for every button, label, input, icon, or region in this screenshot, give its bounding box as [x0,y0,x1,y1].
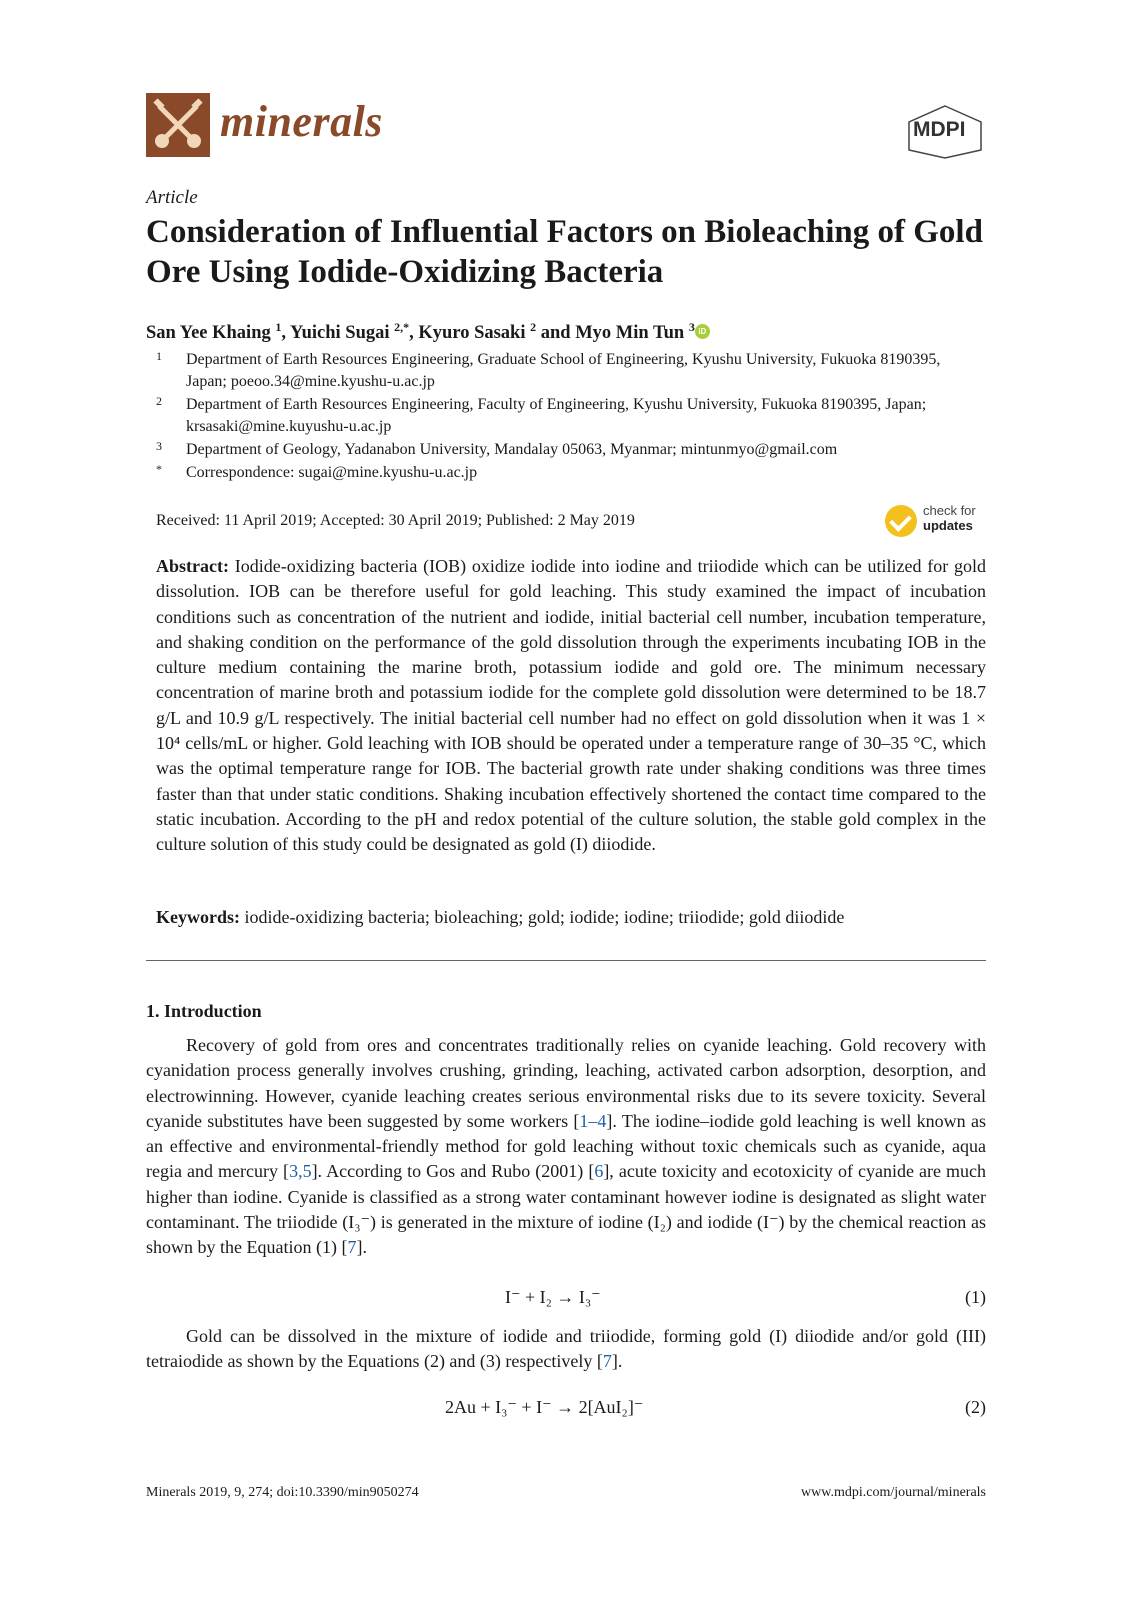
affiliation-mark: 3 [156,439,162,453]
paragraph-text: ], acute toxicity and ecotoxicity of cyanide are much higher than iodine. Cyanide is classified as a strong water contaminant however iodine is designated as slight water contaminant. The triiodide (I₃⁻) is generated in the mixture of iodine (I₂) and iodide (I⁻) by the chemical reaction as shown by the Equation (1) [ [146,1161,986,1258]
check-updates-line1: check for [923,503,976,518]
journal-name: minerals [220,97,383,146]
footer-citation: Minerals 2019, 9, 274; doi:10.3390/min9050274 [146,1485,419,1500]
citation-link[interactable]: 6 [594,1161,604,1182]
keywords-label: Keywords: [156,907,240,927]
paragraph-text: ]. [611,1351,623,1372]
citation-link[interactable]: 3,5 [289,1161,312,1182]
keywords-text: iodide-oxidizing bacteria; bioleaching; gold; iodide; iodine; triiodide; gold diiodide [244,907,845,927]
affiliation-text: Department of Geology, Yadanabon University, Mandalay 05063, Myanmar; mintunmyo@gmail.com [186,441,838,458]
equation-number: (2) [965,1397,986,1417]
affiliation-item [156,439,976,461]
author-name[interactable]: San Yee Khaing [146,323,271,344]
intro-paragraph-1 [146,1033,986,1261]
publisher-logo-text: MDPI [913,118,966,141]
citation-link[interactable]: 7 [347,1237,357,1258]
author-affiliation-mark: 3 [688,320,695,334]
affiliation-item [156,349,976,393]
intro-paragraph-2 [146,1324,986,1375]
journal-logo [146,93,210,157]
paragraph-text: Recovery of gold from ores and concentrates traditionally relies on cyanide leaching. Gold recovery with cyanidation process generally involves crushing, grinding, leaching, activated carbon adsorption, desorption, and electrowinning. However, cyanide leaching creates serious environmental risks due to its severe toxicity. Several cyanide substitutes have been suggested by some workers [ [146,1035,986,1131]
abstract [156,554,986,858]
citation-link[interactable]: 1–4 [579,1110,607,1131]
crossed-shovels-icon [146,93,210,157]
equation-1: I⁻ + I₂ → I₃⁻ [505,1287,601,1307]
author-affiliation-mark: 2 [530,320,537,334]
paragraph-text: Gold can be dissolved in the mixture of iodide and triiodide, forming gold (I) diiodide and/or gold (III) tetraiodide as shown by the Equations (2) and (3) respectively [ [146,1326,986,1372]
keywords [156,907,986,928]
checkmark-icon [885,505,917,537]
author-list: San Yee Khaing $^1$, Yuichi Sugai $^{2,*}$, Kyuro Sasaki $^2$ and Myo Min Tun $^3$ iD [146,320,710,344]
author-name[interactable]: Kyuro Sasaki [418,323,526,344]
affiliation-text: Department of Earth Resources Engineering, Faculty of Engineering, Kyushu University, Fukuoka 8190395, Japan; krsasaki@mine.kuyushu-u.ac.jp [186,396,927,435]
paragraph-text: ]. The iodine–iodide gold leaching is well known as an effective and environmental-friendly method for gold leaching without toxic chemicals such as cyanide, aqua regia and mercury [ [146,1110,986,1182]
paragraph-text: ]. [356,1237,367,1258]
author-name[interactable]: Myo Min Tun [575,323,685,344]
check-updates-line2: updates [923,518,973,533]
article-title: Consideration of Influential Factors on Bioleaching of Gold Ore Using Iodide-Oxidizing Bacteria [146,214,983,290]
footer-journal-url[interactable]: www.mdpi.com/journal/minerals [801,1485,986,1500]
affiliation-mark: 2 [156,394,162,408]
section-divider [146,960,986,961]
abstract-label: Abstract: [156,556,229,576]
correspondence-text: Correspondence: sugai@mine.kyushu-u.ac.jp [186,464,478,481]
affiliation-mark: * [156,462,162,476]
abstract-text: Iodide-oxidizing bacteria (IOB) oxidize iodide into iodine and triiodide which can be utilized for gold dissolution. IOB can be therefore useful for gold leaching. This study examined the impact of incubation conditions such as concentration of the nutrient and iodide, initial bacterial cell number, incubation temperature, and shaking condition on the performance of the gold dissolution through the experiments incubating IOB in the culture medium containing the marine broth, potassium iodide and gold ore. The minimum necessary concentration of marine broth and potassium iodide for the complete gold dissolution were determined to be 18.7 g/L and 10.9 g/L respectively. The initial bacterial cell number had no effect on gold dissolution when it was 1 × 10⁴ cells/mL or higher. Gold leaching with IOB should be operated under a temperature range of 30–35 °C, which was the optimal temperature range for IOB. The bacterial growth rate under shaking conditions was three times faster than that under static conditions. Shaking incubation effectively shortened the contact time compared to the static incubation. According to the pH and redox potential of the culture solution, the stable gold complex in the culture solution of this study could be designated as gold (I) diiodide. [156,556,987,855]
citation-link[interactable]: 7 [602,1351,612,1372]
orcid-icon[interactable]: iD [695,324,710,339]
affiliation-item [156,394,976,438]
publication-dates: Received: 11 April 2019; Accepted: 30 April 2019; Published: 2 May 2019 [156,512,635,529]
affiliation-text: Department of Earth Resources Engineering, Graduate School of Engineering, Kyushu University, Fukuoka 8190395, Japan; poeoo.34@mine.kyushu-u.ac.jp [186,351,941,390]
section-heading: 1. Introduction [146,1001,262,1021]
equation-number: (1) [965,1287,986,1307]
affiliation-mark: 1 [156,349,162,363]
author-affiliation-mark: 1 [275,320,282,334]
check-for-updates-button[interactable] [885,503,993,543]
author-name[interactable]: Yuichi Sugai [289,323,390,344]
equation-2: 2Au + I₃⁻ + I⁻ → 2[AuI₂]⁻ [445,1397,644,1417]
author-affiliation-mark: 2,* [394,320,410,334]
paragraph-text: ]. According to Gos and Rubo (2001) [ [311,1161,595,1182]
article-type: Article [146,187,198,208]
correspondence-item [156,462,976,484]
